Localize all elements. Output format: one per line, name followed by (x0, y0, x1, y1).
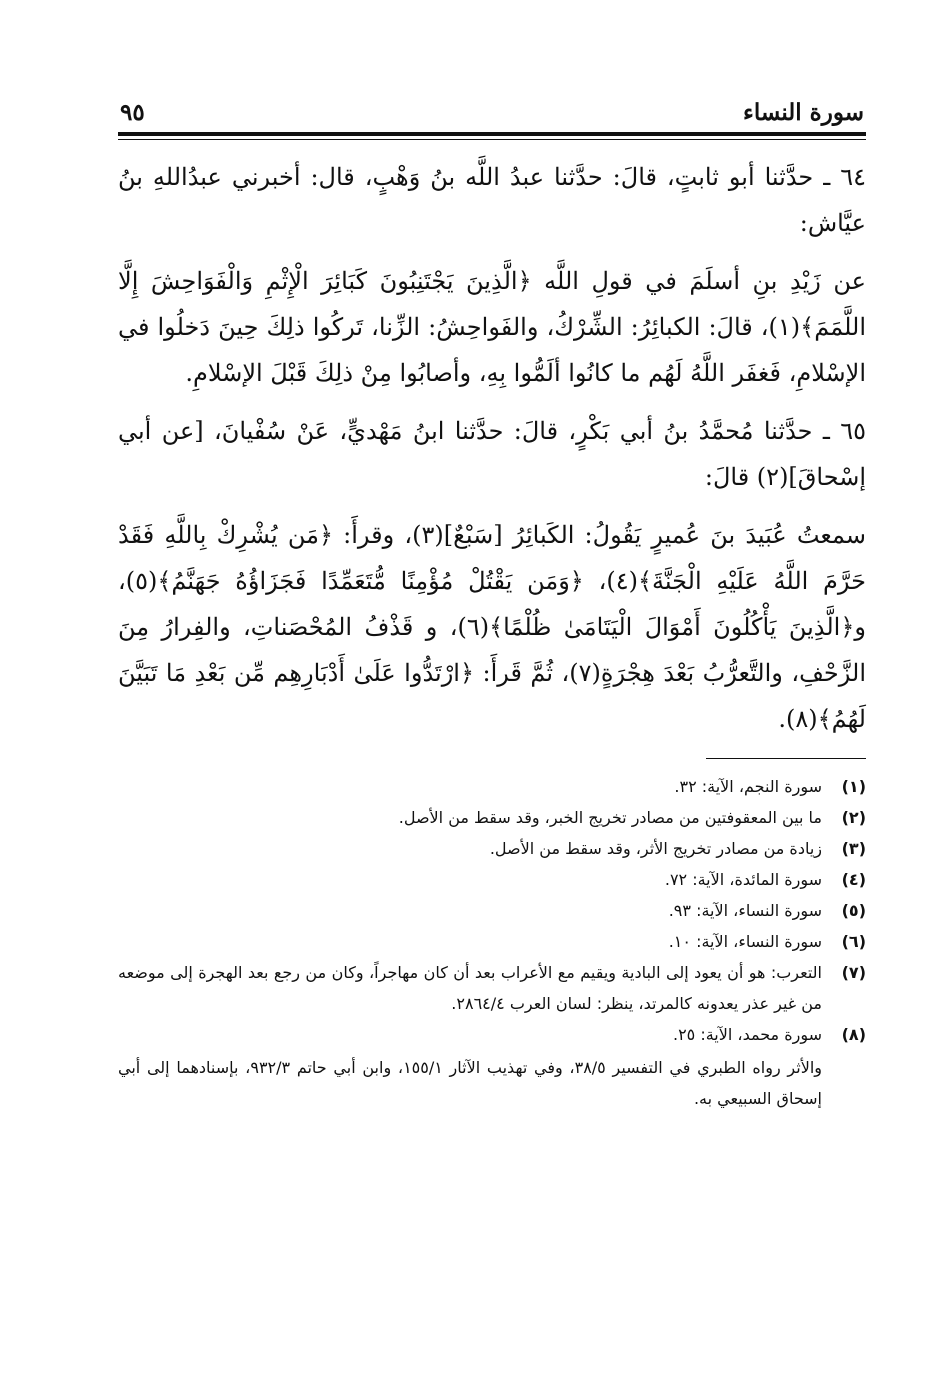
hadith-65-matn: سمعتُ عُبَيدَ بنَ عُميرٍ يَقُولُ: الكَبائِرُ [سَبْعٌ](٣)، وقرأَ: ﴿مَن يُشْرِكْ بِاللَّهِ فَقَدْ حَرَّمَ اللَّهُ عَلَيْهِ الْجَنَّةَ﴾(٤)، ﴿وَمَن يَقْتُلْ مُؤْمِنًا مُّتَعَمِّدًا فَجَزَاؤُهُ جَهَنَّمُ﴾(٥)، و﴿الَّذِينَ يَأْكُلُونَ أَمْوَالَ الْيَتَامَىٰ ظُلْمًا﴾(٦)، و قَذْفُ المُحْصَناتِ، والفِرارُ مِنَ الزَّحْفِ، والتَّعرُّبُ بَعْدَ هِجْرَةٍ(٧)، ثُمَّ قَرأَ: ﴿ارْتَدُّوا عَلَىٰ أَدْبَارِهِم مِّن بَعْدِ مَا تَبَيَّنَ لَهُمُ﴾(٨). (118, 521, 867, 733)
footnote-text: سورة النساء، الآية: ١٠. (668, 932, 822, 951)
footnote-text: سورة محمد، الآية: ٢٥. (672, 1025, 822, 1044)
footnote-number: (٨) (841, 1025, 866, 1044)
footnote-3 (118, 833, 866, 864)
footnote-number: (٤) (841, 870, 866, 889)
footnote-7 (118, 957, 866, 1019)
footnote-1 (118, 771, 866, 802)
footnote-text: سورة النجم، الآية: ٣٢. (674, 777, 822, 796)
footnote-8 (118, 1019, 866, 1050)
footnote-number: (٣) (841, 839, 866, 858)
hadith-64-matn: عن زَيْدِ بنِ أسلَمَ في قولِ اللَّه ﴿الَّذِينَ يَجْتَنِبُونَ كَبَائِرَ الْإِثْمِ وَالْفَوَاحِشَ إِلَّا اللَّمَمَ﴾(١)، قالَ: الكبائِرُ: الشِّرْكُ، والفَواحِشُ: الزِّنا، تَركُوا ذلِكَ حِينَ دَخلُوا في الإسْلامِ، فَغفَر اللَّهُ لَهُم ما كانُوا ألَمُّوا بِهِ، وأصابُوا مِنْ ذلِكَ قَبْلَ الإسْلامِ. (118, 267, 866, 387)
footnote-2 (118, 802, 866, 833)
hadith-64-isnad: ٦٤ ـ حدَّثنا أبو ثابتٍ، قالَ: حدَّثنا عبدُ اللَّه بنُ وَهْبٍ، قال: أخبرني عبدُاللهِ بنُ عيَّاش: (118, 163, 866, 237)
main-text (118, 154, 866, 742)
footnote-text: التعرب: هو أن يعود إلى البادية ويقيم مع الأعراب بعد أن كان مهاجراً، وكان من رجع بعد الهجرة إلى موضعه من غير عذر يعدونه كالمرتد، ينظر: لسان العرب ٢٨٦٤/٤. (118, 963, 822, 1013)
footnote-text: سورة النساء، الآية: ٩٣. (668, 901, 822, 920)
hadith-65-isnad: ٦٥ ـ حدَّثنا مُحمَّدُ بنُ أبي بَكْرٍ، قالَ: حدَّثنا ابنُ مَهْديٍّ، عَنْ سُفْيانَ، [عن أبي إسْحاقَ](٢) قالَ: (118, 417, 866, 491)
footnote-text: سورة المائدة، الآية: ٧٢. (664, 870, 822, 889)
footnote-takhrij: والأثر رواه الطبري في التفسير ٣٨/٥، وفي تهذيب الآثار ١٥٥/١، وابن أبي حاتم ٩٣٢/٣، بإسنادهما إلى أبي إسحاق السبيعي به. (118, 1058, 822, 1108)
footnote-number: (٢) (841, 808, 866, 827)
footnote-separator (706, 758, 866, 759)
footnote-5 (118, 895, 866, 926)
footnote-4 (118, 864, 866, 895)
header-rule-thick (118, 132, 866, 136)
footnote-text: ما بين المعقوفتين من مصادر تخريج الخبر، وقد سقط من الأصل. (398, 808, 822, 827)
footnote-number: (٦) (841, 932, 866, 951)
surah-title: سورة النساء (743, 99, 864, 126)
header-rule-thin (118, 139, 866, 140)
footnote-text: زيادة من مصادر تخريج الأثر، وقد سقط من الأصل. (489, 839, 822, 858)
footnote-number: (٥) (841, 901, 866, 920)
page-header (118, 82, 866, 126)
footnotes (118, 771, 866, 1114)
footnote-number: (١) (841, 777, 866, 796)
footnote-number: (٧) (841, 963, 866, 982)
book-page (118, 82, 866, 1114)
footnote-6 (118, 926, 866, 957)
page-number: ٩٥ (120, 99, 145, 126)
